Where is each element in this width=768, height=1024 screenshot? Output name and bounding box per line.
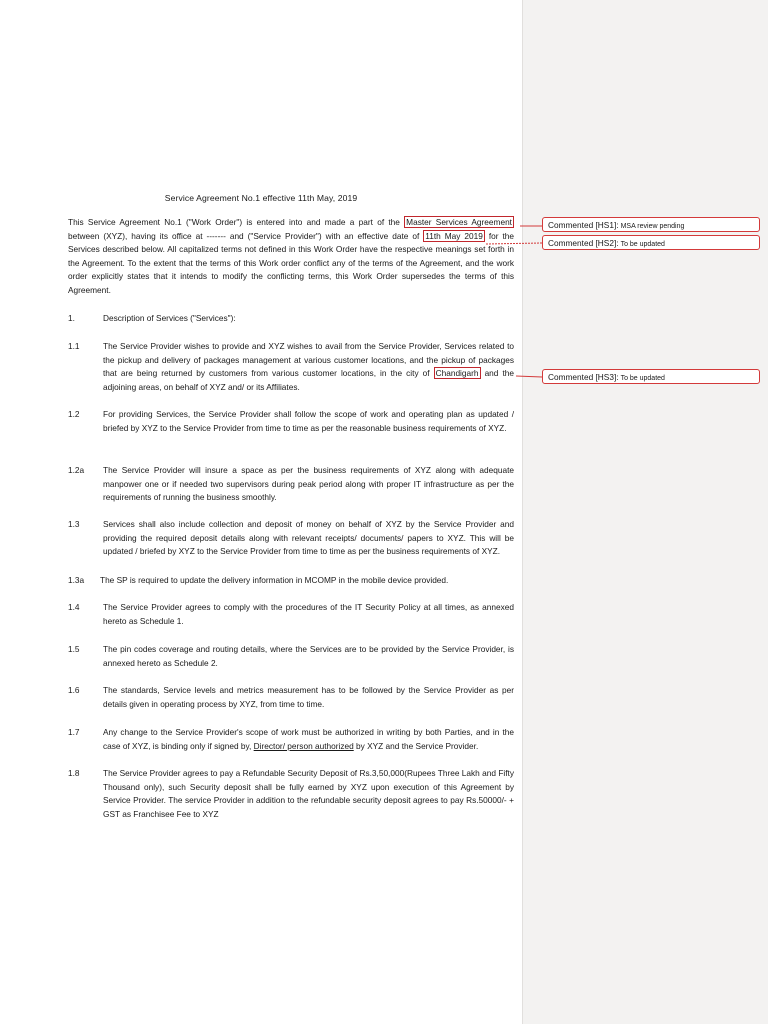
- item-number: 1.1: [68, 341, 80, 351]
- item-text: The Service Provider agrees to pay a Refundable Security Deposit of Rs.3,50,000(Rupees Three Lakh and Fifty Thousand only), such Security deposit shall be fully earned by XYZ upon execution of this Agreement by Service Provider. The service Provider in addition to the refundable security deposit agrees to pay Rs.50000/- + GST as Franchisee Fee to XYZ: [103, 768, 514, 819]
- item-number: 1.6: [68, 685, 80, 695]
- item-number: 1.2a: [68, 465, 85, 475]
- item-number: 1.7: [68, 727, 80, 737]
- item-number: 1.8: [68, 768, 80, 778]
- section-number: 1.: [68, 313, 75, 323]
- date-highlight[interactable]: 11th May 2019: [425, 230, 483, 241]
- item-text: The Service Provider agrees to comply with the procedures of the IT Security Policy at all times, as annexed hereto as Schedule 1.: [103, 602, 514, 626]
- msa-highlight[interactable]: Master Services Agreement: [406, 217, 512, 227]
- intro-paragraph: This Service Agreement No.1 ("Work Order") is entered into and made a part of the Master Services Agreement between (XYZ), having its office at ------- and ("Service Provider") with an effective date of 11th May 2019 for the Services described below. All capitalized terms not defined in this Work Order have the respective meanings set forth in the Agreement. To the extent that the terms of this Work order conflict any of the terms of the Agreement, and the work order explicitly states that it intends to modify the conflicting terms, this Work Order supersedes the terms of this Agreement.: [68, 217, 515, 295]
- item-text: For providing Services, the Service Provider shall follow the scope of work and operating plan as updated / briefed by XYZ to the Service Provider from time to time as per the reasonable business requirements of XYZ.: [103, 409, 514, 433]
- item-text: The Service Provider wishes to provide and XYZ wishes to avail from the Service Provider, Services related to the pickup and delivery of packages management at various customer locations, and the pickup of packages that are being returned by customers from various customer locations, in the city of Chandigarh and the adjoining areas, on behalf of XYZ and/ or its Affiliates.: [103, 341, 514, 392]
- item-text: The pin codes coverage and routing details, where the Services are to be provided by the Service Provider, is annexed hereto as Schedule 2.: [103, 644, 514, 668]
- item-number: 1.5: [68, 644, 80, 654]
- item-text: The Service Provider will insure a space as per the business requirements of XYZ along with adequate manpower one or if needed two supervisors during peak period along with proper IT infrastructure as per the requirements of running the business smoothly.: [103, 465, 514, 503]
- item-number: 1.4: [68, 602, 80, 612]
- comment-balloon[interactable]: Commented [HS2]: To be updated: [542, 235, 760, 250]
- item-number: 1.3: [68, 519, 80, 529]
- comment-balloon[interactable]: Commented [HS3]: To be updated: [542, 369, 760, 384]
- item-number: 1.2: [68, 409, 80, 419]
- item-number: 1.3a: [68, 575, 85, 585]
- item-text: The standards, Service levels and metrics measurement has to be followed by the Service Provider as per details given in operating process by XYZ, from time to time.: [103, 685, 514, 709]
- city-highlight[interactable]: Chandigarh: [435, 368, 479, 379]
- item-text: Any change to the Service Provider's scope of work must be authorized in writing by both Parties, and in the case of XYZ, is binding only if signed by, Director/ person authorized by XYZ and the Service Provider.: [103, 727, 514, 751]
- item-text: Services shall also include collection and deposit of money on behalf of XYZ by the Service Provider and providing the required deposit details along with relevant receipts/ documents/ papers to XYZ. This will be updated / briefed by XYZ to the Service Provider from time to time as per the business requirements of XYZ.: [103, 519, 514, 557]
- authorized-person-underline: Director/ person authorized: [253, 740, 354, 751]
- document-title: Service Agreement No.1 effective 11th May, 2019: [164, 193, 358, 203]
- comment-balloon[interactable]: Commented [HS1]: MSA review pending: [542, 217, 760, 232]
- section-heading: Description of Services ("Services"):: [103, 313, 236, 323]
- item-text: The SP is required to update the delivery information in MCOMP in the mobile device provided.: [100, 575, 449, 585]
